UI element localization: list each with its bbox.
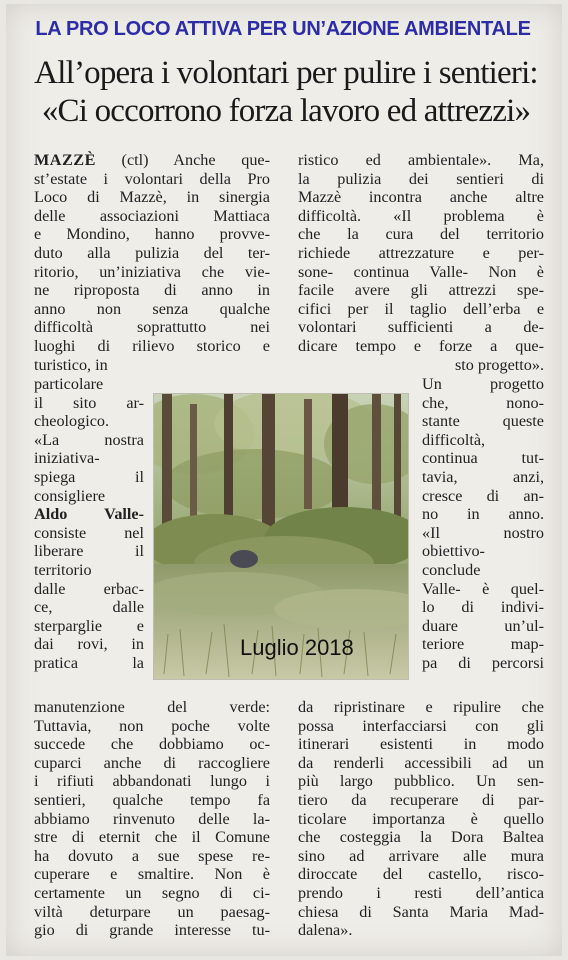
- text-line: la pulizia dei sentieri di: [298, 169, 544, 188]
- text-line: ticolare importanza è quello: [298, 809, 544, 828]
- text-line: difficoltà. «Il problema è: [298, 206, 544, 225]
- text-line: dicare tempo e forze a que-: [298, 336, 544, 355]
- text-line: succede che dobbiamo oc-: [34, 735, 270, 754]
- text-line: duare un’ul-: [422, 616, 544, 635]
- photo-caption: Luglio 2018: [240, 635, 354, 660]
- text-line: ce, dalle: [34, 598, 144, 617]
- text-line: dai rovi, in: [34, 635, 144, 654]
- text-line: da ripristinare e ripulire che: [298, 698, 544, 716]
- article-headline: [16, 54, 556, 130]
- text-line: abbiamo rinvenuto delle la-: [34, 809, 270, 828]
- text-line: gio di grande interesse tu-: [34, 921, 270, 940]
- text-line: itinerari esistenti in modo: [298, 735, 544, 754]
- text-line: viltà deturpare un paesag-: [34, 902, 270, 921]
- text-line: cuperare e smaltire. Non è: [34, 865, 270, 884]
- text-line: Tuttavia, non poche volte: [34, 716, 270, 735]
- text-line: lo di indivi-: [422, 598, 544, 617]
- text-line: pratica la: [34, 653, 144, 672]
- text-line: no in anno.: [422, 505, 544, 524]
- text-line: ristico ed ambientale». Ma,: [298, 151, 544, 169]
- text-line: consigliere: [34, 486, 106, 505]
- column-1-top: [34, 151, 270, 374]
- text-line: ne riproposta di anno in: [34, 281, 270, 300]
- text-line: ha dovuto a sue spese re-: [34, 846, 270, 865]
- text-line: difficoltà,: [422, 430, 486, 449]
- text-line: territorio: [34, 560, 92, 579]
- text-line: certamente un segno di ci-: [34, 883, 270, 902]
- text-line: Mazzè incontra anche altre: [298, 188, 544, 207]
- text-line: ritorio, un’iniziativa che vie-: [34, 262, 270, 281]
- text-line: tavia, anzi,: [422, 467, 544, 486]
- headline-line-2: «Ci occorrono forza lavoro ed attrezzi»: [41, 93, 531, 129]
- column-1-middle: [34, 375, 144, 673]
- text-line: e Mondino, hanno provve-: [34, 225, 270, 244]
- text-line: il sito ar-: [34, 393, 144, 412]
- text-line: obiettivo-: [422, 542, 485, 561]
- text-line: «Il nostro: [422, 523, 544, 542]
- text-line: cuparci anche di raccogliere: [34, 753, 270, 772]
- text-line: i rifiuti abbandonati lungo i: [34, 772, 270, 791]
- text-line: sino ad arrivare alle mura: [298, 846, 544, 865]
- text-line: sone- continua Valle- Non è: [298, 262, 544, 281]
- text-line: richiede attrezzature e per-: [298, 243, 544, 262]
- text-line: conclude: [422, 560, 481, 579]
- dateline: MAZZÈ: [34, 151, 96, 169]
- article-kicker: LA PRO LOCO ATTIVA PER UN’AZIONE AMBIENTALE: [35, 18, 531, 40]
- text-line: difficoltà soprattutto nei: [34, 318, 270, 337]
- text-line: da renderli accessibili ad un: [298, 753, 544, 772]
- text-line: duto alla pulizia del ter-: [34, 243, 270, 262]
- text-line: cresce di an-: [422, 486, 544, 505]
- column-2-middle: [422, 375, 544, 673]
- text-line: turistico, in: [34, 355, 108, 374]
- column-2-bottom: [298, 698, 544, 940]
- text-line: stante queste: [422, 412, 544, 431]
- headline-line-1: All’opera i volontari per pulire i sentieri:: [34, 55, 538, 91]
- text-line: manutenzione del verde:: [34, 698, 270, 716]
- text-line: iniziativa-: [34, 449, 100, 468]
- text-line: Valle- è quel-: [422, 579, 544, 598]
- text-line: volontari sufficienti a de-: [298, 318, 544, 337]
- column-2-top: [298, 151, 544, 374]
- text-line: cheologico.: [34, 412, 110, 431]
- text-line: liberare il: [34, 542, 144, 561]
- text-line: consiste nel: [34, 523, 144, 542]
- text-line: luoghi di rilievo storico e: [34, 336, 270, 355]
- text-line: che, nono-: [422, 393, 544, 412]
- text-line: tiero da recuperare di par-: [298, 790, 544, 809]
- text-line: che la cura del territorio: [298, 225, 544, 244]
- text-line: dalena».: [298, 921, 353, 940]
- text-line: più largo pubblico. Un sen-: [298, 772, 544, 791]
- text-line: facile avere gli attrezzi spe-: [298, 281, 544, 300]
- text-line: teriore map-: [422, 635, 544, 654]
- text-line: possa interfacciarsi con gli: [298, 716, 544, 735]
- text-line: anno non senza qualche: [34, 299, 270, 318]
- text-line: prendo i resti dell’antica: [298, 883, 544, 902]
- text-line: stre di eternit che il Comune: [34, 828, 270, 847]
- text-line: pa di percorsi: [422, 653, 544, 672]
- text-line: cifici per il taglio dell’erba e: [298, 299, 544, 318]
- text-line: delle associazioni Mattiaca: [34, 206, 270, 225]
- text-line: continua tut-: [422, 449, 544, 468]
- text-line: MAZZÈ (ctl) Anche que-: [34, 151, 270, 169]
- text-line: Un progetto: [422, 375, 544, 393]
- text-line: dalle erbac-: [34, 579, 144, 598]
- text-line: Loco di Mazzè, in sinergia: [34, 188, 270, 207]
- text-line: spiega il: [34, 467, 144, 486]
- text-line: sterparglie e: [34, 616, 144, 635]
- text-line: sentieri, qualche tempo fa: [34, 790, 270, 809]
- text-line: chiesa di Santa Maria Mad-: [298, 902, 544, 921]
- text-line: diroccate del castello, risco-: [298, 865, 544, 884]
- text-line: che costeggia la Dora Baltea: [298, 828, 544, 847]
- text-line: «La nostra: [34, 430, 144, 449]
- person-name: Aldo Valle-: [34, 505, 144, 524]
- column-1-bottom: [34, 698, 270, 940]
- text-line: sto progetto».: [454, 355, 544, 374]
- text-line: particolare: [34, 375, 104, 393]
- text-line: st’estate i volontari della Pro: [34, 169, 270, 188]
